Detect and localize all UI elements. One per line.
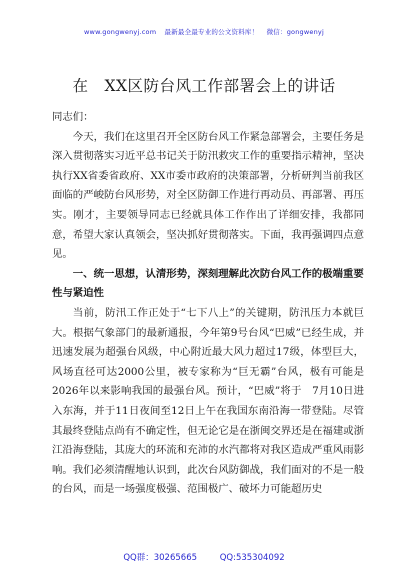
header-slogan: 最新最全最专业的公文资料库！	[164, 28, 259, 36]
document-body	[52, 108, 375, 500]
header-website[interactable]: www.gongwenyj.com	[84, 28, 157, 36]
footer-qq-group: QQ群：30265665	[123, 553, 198, 563]
title-prefix: 在	[72, 77, 89, 95]
page-footer	[0, 551, 408, 563]
section1-paragraph: 当前，防汛工作正处于“七下八上”的关键期，防汛压力本就巨大。根据气象部门的最新通报，今年第9号台风“巴威”已经生成，并迅速发展为超强台风级，中心附近最大风力超过17级，体型巨大，风场直径可达2000公里，被专家称为“巨无霸”台风，极有可能是 2026年以来影响我国的最强台风。预计，“巴威”将于 7月10日进入东海，并于11日夜间至12日上午在我国东南沿海一带登陆。尽管其最终登陆点尚有不确定性，但无论它是在浙闽交界还是在福建或浙江沿海登陆，其庞大的环流和充沛的水汽都将对我区造成严重风雨影响。我们必须清醒地认识到，此次台风防御战，我们面对的不是一般的台风，而是一场强度极强、范围极广、破坏力可能超历史	[52, 306, 375, 496]
section-heading-1: 一、统一思想，认清形势，深刻理解此次防台风工作的极端重要性与紧迫性	[52, 267, 364, 300]
footer-qq: QQ:535304092	[219, 553, 285, 563]
intro-paragraph: 今天，我们在这里召开全区防台风工作紧急部署会，主要任务是深入贯彻落实习近平总书记关于防汛救灾工作的重要指示精神，坚决执行XX省委省政府、XX市委市政府的决策部署，分析研判当前我区面临的严峻防台风形势，对全区防御工作进行再动员、再部署、再压实。刚才，主要领导同志已经就具体工作作出了详细安排，我都同意，希望大家认真领会，坚决抓好贯彻落实。下面，我再强调四点意见。	[52, 130, 364, 261]
page-header	[0, 27, 408, 36]
salutation: 同志们：	[52, 111, 94, 123]
header-wechat: 微信：gongwenyj	[266, 28, 324, 36]
document-title	[0, 74, 408, 96]
title-main: XX区防台风工作部署会上的讲话	[104, 77, 336, 95]
